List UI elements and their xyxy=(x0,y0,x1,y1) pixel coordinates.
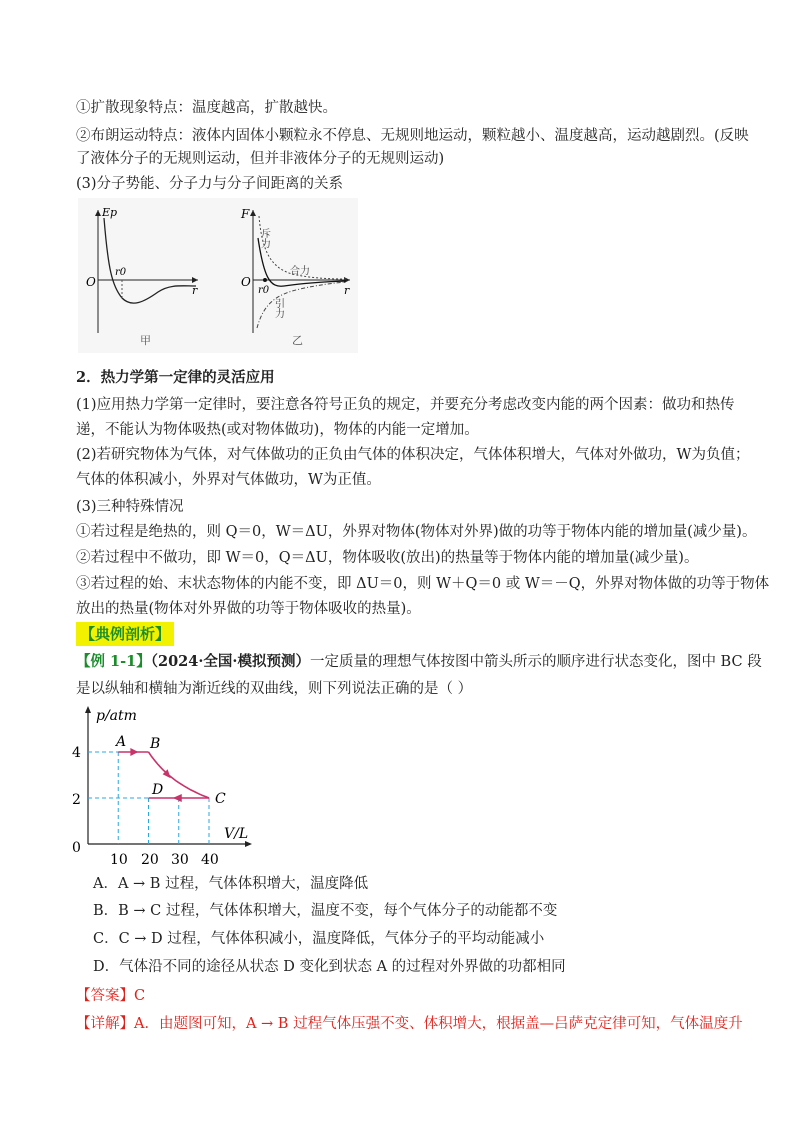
example-label: 【例 1-1】 xyxy=(76,653,151,670)
section-heading-first-law: 2．热力学第一定律的灵活应用 xyxy=(76,369,275,386)
pv-xtick-40: 40 xyxy=(201,852,219,868)
pv-ytick-4: 4 xyxy=(72,745,81,761)
line-9: 放出的热量(物体对外界做的功等于物体吸收的热量)。 xyxy=(76,601,421,617)
pv-ytick-2: 2 xyxy=(72,792,81,808)
line-2: 递，不能认为物体吸热(或对物体做功)，物体的内能一定增加。 xyxy=(76,422,479,438)
option-a: A．A → B 过程，气体体积增大，温度降低 xyxy=(93,876,369,892)
example-stem-2: 是以纵轴和横轴为渐近线的双曲线，则下列说法正确的是（ ） xyxy=(76,681,473,697)
line-5: (3)三种特殊情况 xyxy=(76,499,184,515)
line-3: (2)若研究物体为气体，对气体做功的正负由气体的体积决定，气体体积增大，气体对外做功，W为负值； xyxy=(76,447,750,463)
line-8: ③若过程的始、末状态物体的内能不变，即 ΔU＝0，则 W＋Q＝0 或 W＝－Q，外界对物体做的功等于物体 xyxy=(76,576,770,592)
pv-point-c: C xyxy=(215,791,226,807)
line-7: ②若过程中不做功，即 W＝0，Q＝ΔU，物体吸收(放出)的热量等于物体内能的增加量(减少量)。 xyxy=(76,550,699,566)
pv-point-b: B xyxy=(150,736,161,752)
fig1-right-attraction: 引力 xyxy=(272,298,284,318)
fig1-right-xlabel: r xyxy=(344,284,350,297)
fig1-right-repulsion: 斥力 xyxy=(258,228,270,248)
line-1: (1)应用热力学第一定律时，要注意各符号正负的规定，并要充分考虑改变内能的两个因素：做功和热传 xyxy=(76,397,735,413)
line-6: ①若过程是绝热的，则 Q＝0，W＝ΔU，外界对物体(物体对外界)做的功等于物体内能的增加量(减少量)。 xyxy=(76,524,757,540)
pv-xtick-10: 10 xyxy=(110,852,128,868)
example-stem-1 xyxy=(76,652,762,672)
pv-xlabel: V/L xyxy=(224,826,249,842)
pv-point-d: D xyxy=(152,782,164,798)
line-molecular-heading: (3)分子势能、分子力与分子间距离的关系 xyxy=(76,176,344,192)
option-d: D．气体沿不同的途径从状态 D 变化到状态 A 的过程对外界做的功都相同 xyxy=(93,959,566,975)
fig1-left-ylabel: Ep xyxy=(102,206,118,219)
line-4: 气体的体积减小，外界对气体做功，W为正值。 xyxy=(76,472,381,488)
option-b: B．B → C 过程，气体体积增大，温度不变，每个气体分子的动能都不变 xyxy=(93,903,558,919)
line-brownian-cont: 了液体分子的无规则运动，但并非液体分子的无规则运动) xyxy=(76,151,445,167)
pv-xtick-20: 20 xyxy=(141,852,159,868)
option-c: C．C → D 过程，气体体积减小，温度降低，气体分子的平均动能减小 xyxy=(93,931,545,947)
example-stem-text: 一定质量的理想气体按图中箭头所示的顺序进行状态变化，图中 BC 段 xyxy=(309,654,762,670)
line-diffusion: ①扩散现象特点：温度越高，扩散越快。 xyxy=(76,100,337,116)
fig1-left-caption: 甲 xyxy=(140,334,151,347)
fig1-right-caption: 乙 xyxy=(292,334,303,347)
pv-xtick-30: 30 xyxy=(171,852,189,868)
answer-line xyxy=(76,986,724,1006)
section-tag: 【典例剖析】 xyxy=(76,622,174,646)
fig1-right-ylabel: F xyxy=(241,207,250,221)
pv-ylabel: p/atm xyxy=(96,708,137,724)
line-brownian: ②布朗运动特点：液体内固体小颗粒永不停息、无规则地运动，颗粒越小、温度越高，运动越剧烈。(反映 xyxy=(76,128,749,144)
detail-text: A．由题图可知，A → B 过程气体压强不变、体积增大，根据盖—吕萨克定律可知，气体温度升 xyxy=(134,1016,743,1032)
answer-value: C xyxy=(134,988,146,1004)
fig1-right-r0: r0 xyxy=(258,285,270,296)
answer-label: 【答案】 xyxy=(76,988,134,1004)
molecular-figure xyxy=(78,198,358,353)
fig1-left-r0: r0 xyxy=(115,267,127,278)
pv-origin: 0 xyxy=(72,840,81,856)
pv-chart xyxy=(70,702,260,870)
fig1-left-xlabel: r xyxy=(192,284,198,297)
pv-point-a: A xyxy=(116,734,127,750)
pv-arrow-ab xyxy=(130,748,138,756)
detail-line xyxy=(76,1014,743,1034)
example-source: （2024·全国·模拟预测） xyxy=(150,653,310,670)
fig1-left-origin: O xyxy=(86,275,96,289)
detail-label: 【详解】 xyxy=(76,1016,134,1032)
fig1-right-origin: O xyxy=(241,275,251,289)
pv-arrow-cd xyxy=(173,794,182,802)
fig1-right-net: 合力 xyxy=(290,266,310,277)
